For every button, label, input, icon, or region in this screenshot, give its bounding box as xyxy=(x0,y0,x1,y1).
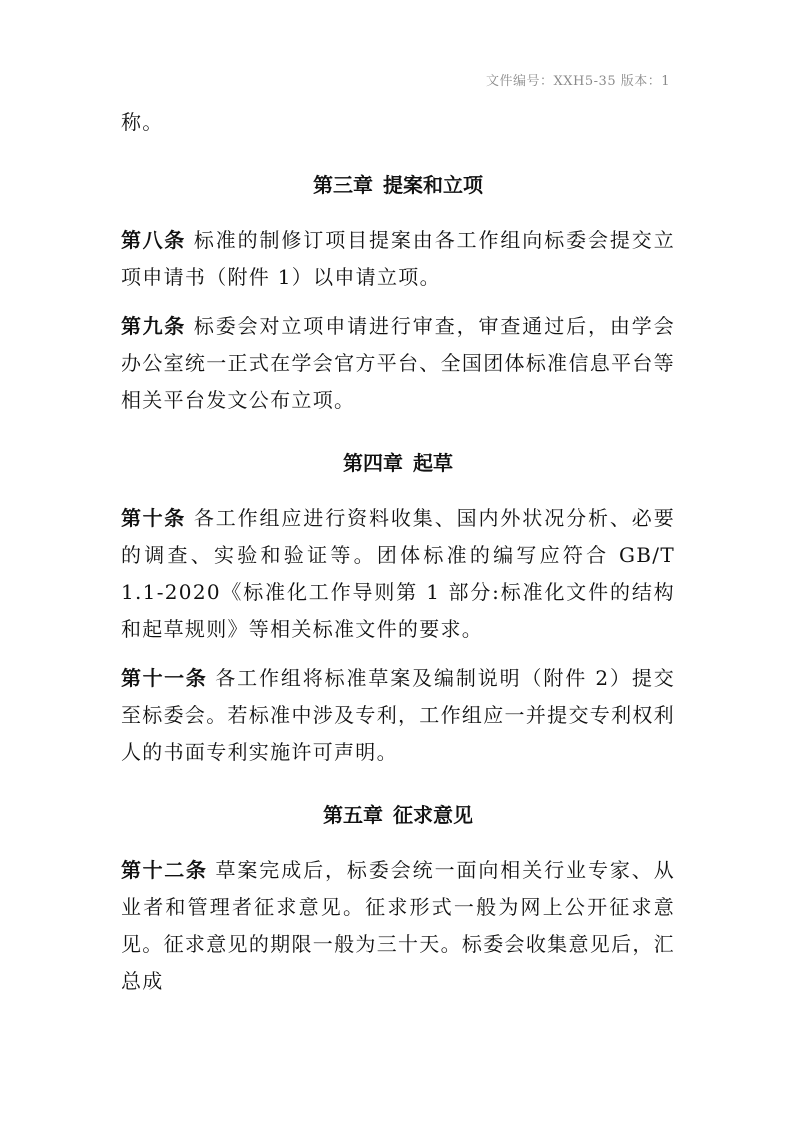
chapter-heading xyxy=(121,167,675,204)
chapter-heading xyxy=(121,797,675,834)
chapter-title: 征求意见 xyxy=(393,803,473,827)
article-text: 各工作组应进行资料收集、国内外状况分析、必要的调查、实验和验证等。团体标准的编写应符合 GB/T 1.1-2020《标准化工作导则第 1 部分:标准化文件的结构和起草规则》等相关标准文件的要求。 xyxy=(121,506,676,641)
chapter-title: 提案和立项 xyxy=(383,173,483,197)
article-label: 第九条 xyxy=(121,314,186,338)
article-label: 第十一条 xyxy=(121,666,208,690)
article-text: 标准的制修订项目提案由各工作组向标委会提交立项申请书（附件 1）以申请立项。 xyxy=(121,228,676,289)
chapter-number: 第三章 xyxy=(313,173,373,197)
article xyxy=(121,222,675,296)
article xyxy=(121,852,675,1000)
lead-fragment: 称。 xyxy=(121,110,164,134)
chapter-title: 起草 xyxy=(413,451,453,475)
article xyxy=(121,660,675,771)
document-code: 文件编号：XXH5-35 版本：1 xyxy=(486,74,670,89)
article-label: 第八条 xyxy=(121,228,186,252)
chapter-number: 第四章 xyxy=(343,451,403,475)
article-text: 草案完成后，标委会统一面向相关行业专家、从业者和管理者征求意见。征求形式一般为网上公开征求意见。征求意见的期限一般为三十天。标委会收集意见后，汇总成 xyxy=(121,858,675,993)
article xyxy=(121,500,675,648)
article-label: 第十二条 xyxy=(121,858,208,882)
chapter-number: 第五章 xyxy=(323,803,383,827)
article xyxy=(121,308,675,419)
chapter-heading xyxy=(121,445,675,482)
article-text: 各工作组将标准草案及编制说明（附件 2）提交至标委会。若标准中涉及专利，工作组应一并提交专利权利人的书面专利实施许可声明。 xyxy=(121,666,676,764)
document-body xyxy=(121,104,675,1000)
article-label: 第十条 xyxy=(121,506,186,530)
article-text: 标委会对立项申请进行审查，审查通过后，由学会办公室统一正式在学会官方平台、全国团体标准信息平台等相关平台发文公布立项。 xyxy=(121,314,676,412)
